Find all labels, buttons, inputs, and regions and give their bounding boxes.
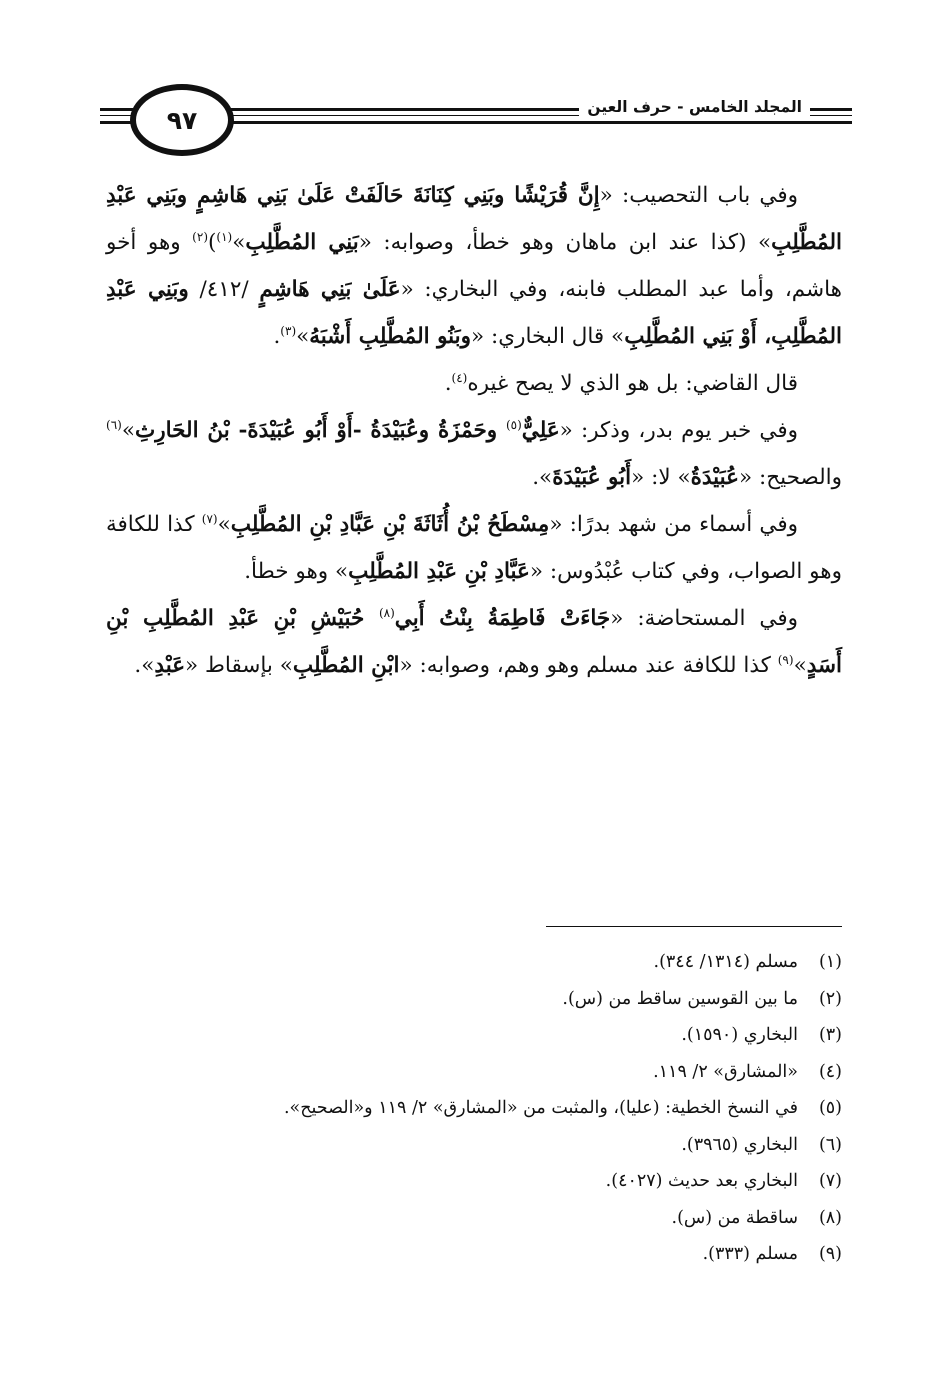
text-run: » bbox=[232, 230, 246, 255]
footnote-number: (١) bbox=[818, 952, 842, 972]
paragraph-mustahada bbox=[106, 595, 842, 689]
footnote-text: في النسخ الخطية: (عليا)، والمثبت من «المشارق» ٢/ ١١٩ و«الصحيح». bbox=[283, 1098, 798, 1118]
text-run: وهو أخو هاشم، وأما عبد المطلب فابنه، وفي البخاري: « bbox=[106, 230, 842, 302]
text-run: » بإسقاط « bbox=[185, 653, 293, 678]
hadith-quote: وحَمْزَةُ وعُبَيْدَةُ -أَوْ أَبُو عُبَيْدَةَ- بْنُ الحَارِثِ bbox=[134, 418, 506, 443]
text-run: » bbox=[296, 324, 310, 349]
hadith-quote: عَبْدِ bbox=[154, 653, 186, 678]
text-run: . bbox=[444, 371, 452, 396]
paragraph-badr bbox=[106, 407, 842, 501]
hadith-quote: بَنِي المُطَّلِبِ bbox=[245, 230, 359, 255]
footnote-text: ما بين القوسين ساقط من (س). bbox=[562, 988, 798, 1009]
paragraph-qadi bbox=[106, 360, 842, 407]
text-run: كذا للكافة عند مسلم وهو وهم، وصوابه: « bbox=[399, 653, 778, 678]
text-run: » bbox=[121, 418, 135, 443]
footnote-ref: (٦) bbox=[106, 417, 122, 432]
footnote-item bbox=[106, 981, 842, 1018]
hadith-quote: حُبَيْشِ بْنِ عَبْدِ المُطَّلِبِ بْنِ أَسَدٍ bbox=[106, 606, 842, 678]
main-text bbox=[106, 172, 842, 689]
hadith-quote: أَبُو عُبَيْدَةَ bbox=[552, 465, 632, 490]
footnote-text: البخاري (١٥٩٠). bbox=[681, 1025, 798, 1045]
footnote-item bbox=[106, 1090, 842, 1127]
footnote-text: البخاري بعد حديث (٤٠٢٧). bbox=[605, 1171, 798, 1191]
hadith-quote: وبَنُو المُطَّلِبِ أَشْبَهُ bbox=[309, 324, 472, 349]
text-run: وفي المستحاضة: « bbox=[610, 606, 798, 631]
footnote-ref: (٣) bbox=[280, 323, 297, 338]
text-run: » لا: « bbox=[631, 465, 691, 490]
page-number: ٩٧ bbox=[166, 105, 198, 135]
paragraph-tahsib bbox=[106, 172, 842, 360]
footnote-number: (٥) bbox=[818, 1098, 842, 1118]
text-run: وفي أسماء من شهد بدرًا: « bbox=[549, 512, 799, 537]
page-header bbox=[100, 84, 852, 148]
footnotes-list bbox=[106, 944, 842, 1273]
hadith-quote: عَبَّادِ بْنِ عَبْدِ المُطَّلِبِ bbox=[348, 559, 530, 584]
text-run: » قال البخاري: « bbox=[471, 324, 625, 349]
footnote-ref: (٢) bbox=[192, 229, 208, 244]
footnote-number: (٧) bbox=[818, 1171, 842, 1191]
text-run: » bbox=[793, 653, 807, 678]
hadith-quote: مِسْطَحُ بْنُ أُثَاثَةَ بْنِ عَبَّادِ بْنِ المُطَّلِبِ bbox=[230, 512, 550, 537]
footnote-text: «المشارق» ٢/ ١١٩. bbox=[653, 1061, 798, 1082]
text-run: والصحيح: « bbox=[738, 465, 842, 490]
footnote-item bbox=[106, 1054, 842, 1091]
hadith-quote: ابْنِ المُطَّلِبِ bbox=[292, 653, 400, 678]
text-run: وفي خبر يوم بدر، وذكر: « bbox=[559, 418, 798, 443]
footnote-item bbox=[106, 944, 842, 981]
footnote-item bbox=[106, 1236, 842, 1273]
footnote-number: (٩) bbox=[818, 1244, 842, 1264]
footnote-item bbox=[106, 1017, 842, 1054]
text-run: » bbox=[217, 512, 231, 537]
footnote-text: البخاري (٣٩٦٥). bbox=[681, 1134, 798, 1155]
text-run: . bbox=[273, 324, 281, 349]
text-run: » وهو خطأ. bbox=[244, 559, 349, 584]
text-run: وفي باب التحصيب: « bbox=[599, 183, 798, 208]
footnote-ref: (٧) bbox=[201, 511, 218, 526]
text-run: كذا للكافة وهو الصواب، وفي كتاب عُبْدُوس: « bbox=[106, 512, 842, 584]
footnote-number: (٤) bbox=[818, 1061, 842, 1082]
hadith-quote: جَاءَتْ فَاطِمَةُ بِنْتُ أَبِي bbox=[394, 606, 611, 631]
hadith-quote: عَلَىٰ بَنِي هَاشِمٍ bbox=[259, 277, 401, 302]
text-run: قال القاضي: بل هو الذي لا يصح غيره bbox=[467, 371, 798, 396]
running-head: المجلد الخامس - حرف العين bbox=[579, 98, 810, 116]
hadith-quote: إِنَّ قُرَيْشًا وبَنِي كِنَانَةَ حَالَفَتْ عَلَىٰ بَنِي هَاشِمٍ وبَنِي عَبْدِ المُطَّلِبِ bbox=[106, 183, 842, 255]
footnote-ref: (١) bbox=[216, 229, 233, 244]
footnote-number: (٢) bbox=[818, 988, 842, 1009]
footnote-item bbox=[106, 1163, 842, 1200]
footnote-text: ساقطة من (س). bbox=[671, 1207, 798, 1228]
footnote-separator bbox=[546, 926, 842, 927]
text-run: » (كذا عند ابن ماهان وهو خطأ، وصوابه: « bbox=[358, 230, 772, 255]
footnote-number: (٨) bbox=[818, 1207, 842, 1228]
footnote-ref: (٥) bbox=[505, 417, 522, 432]
text-run: ». bbox=[134, 653, 155, 678]
footnote-ref: (٩) bbox=[777, 652, 794, 667]
text-run: ». bbox=[532, 465, 553, 490]
footnote-ref: (٤) bbox=[451, 370, 468, 385]
footnote-item bbox=[106, 1200, 842, 1237]
hadith-quote: وبَنِي عَبْدِ المُطَّلِبِ، أَوْ بَنِي المُطَّلِبِ bbox=[106, 277, 842, 349]
page-number-badge bbox=[130, 84, 234, 156]
hadith-quote: عَلِيٌّ bbox=[521, 418, 560, 443]
footnote-ref: (٨) bbox=[378, 605, 395, 620]
footnote-text: مسلم (١٣١٤/ ٣٤٤). bbox=[653, 952, 798, 972]
footnote-number: (٦) bbox=[818, 1134, 842, 1155]
manuscript-folio-marker: /٤١٢/ bbox=[188, 277, 260, 302]
hadith-quote: عُبَيْدَةُ bbox=[690, 465, 739, 490]
footnote-number: (٣) bbox=[818, 1025, 842, 1045]
footnote-text: مسلم (٣٣٣). bbox=[702, 1244, 798, 1264]
paragraph-badr-names bbox=[106, 501, 842, 595]
text-run: ) bbox=[208, 230, 217, 255]
footnote-item bbox=[106, 1127, 842, 1164]
